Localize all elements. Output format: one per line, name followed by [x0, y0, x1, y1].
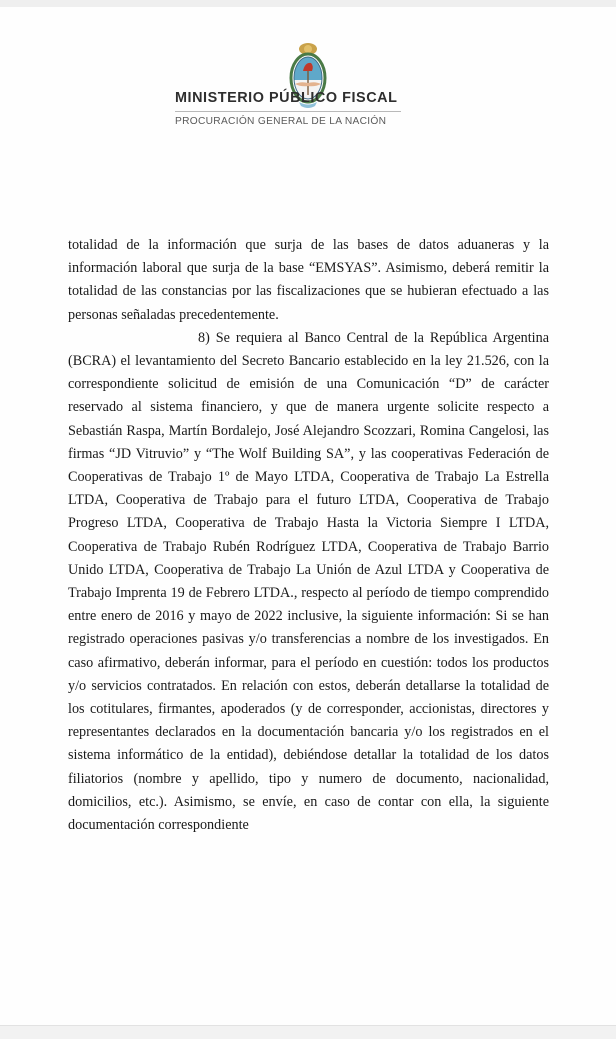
page-bottom-edge: [0, 1025, 616, 1039]
org-name: MINISTERIO PÚBLICO FISCAL: [175, 90, 398, 106]
document-body: [68, 234, 549, 837]
org-subtitle: PROCURACIÓN GENERAL DE LA NACIÓN: [175, 116, 387, 127]
letterhead-divider: [175, 111, 401, 112]
paragraph: totalidad de la información que surja de las bases de datos aduaneras y la información laboral que surja de la base “EMSYAS”. Asimismo, deberá remitir la totalidad de las constancias por las fiscalizaciones que se hubieran efectuado a las personas señaladas precedentemente.: [68, 237, 549, 323]
paragraph: 8) Se requiera al Banco Central de la República Argentina (BCRA) el levantamiento del Secreto Bancario establecido en la ley 21.526, con la correspondiente solicitud de emisión de una Comunicación “D” de carácter reservado al sistema financiero, y que de manera urgente solicite respecto a Sebastián Raspa, Martín Bordalejo, José Alejandro Scozzari, Romina Cangelosi, las firmas “JD Vitruvio” y “The Wolf Building SA”, y las cooperativas Federación de Cooperativas de Trabajo 1º de Mayo LTDA, Cooperativa de Trabajo La Estrella LTDA, Cooperativa de Trabajo para el futuro LTDA, Cooperativa de Trabajo Progreso LTDA, Cooperativa de Trabajo Hasta la Victoria Siempre I LTDA, Cooperativa de Trabajo Rubén Rodríguez LTDA, Cooperativa de Trabajo Barrio Unido LTDA, Cooperativa de Trabajo La Unión de Azul LTDA y Cooperativa de Trabajo Imprenta 19 de Febrero LTDA., respecto al período de tiempo comprendido entre enero de 2016 y mayo de 2022 inclusive, la siguiente información: Si se han registrado operaciones pasivas y/o transferencias a nombre de los investigados. En caso afirmativo, deberán informar, para el período en cuestión: todos los productos y/o servicios contratados. En relación con estos, deberán detallarse la totalidad de los cotitulares, firmantes, apoderados (y de corresponder, accionistas, directores y representantes declarados en la documentación bancaria y/o los registrados en el sistema informático de la entidad), debiéndose detallar la totalidad de los datos filiatorios (nombre y apellido, tipo y numero de documento, nacionalidad, domicilios, etc.). Asimismo, se envíe, en caso de contar con ella, la siguiente documentación correspondiente: [68, 329, 549, 834]
